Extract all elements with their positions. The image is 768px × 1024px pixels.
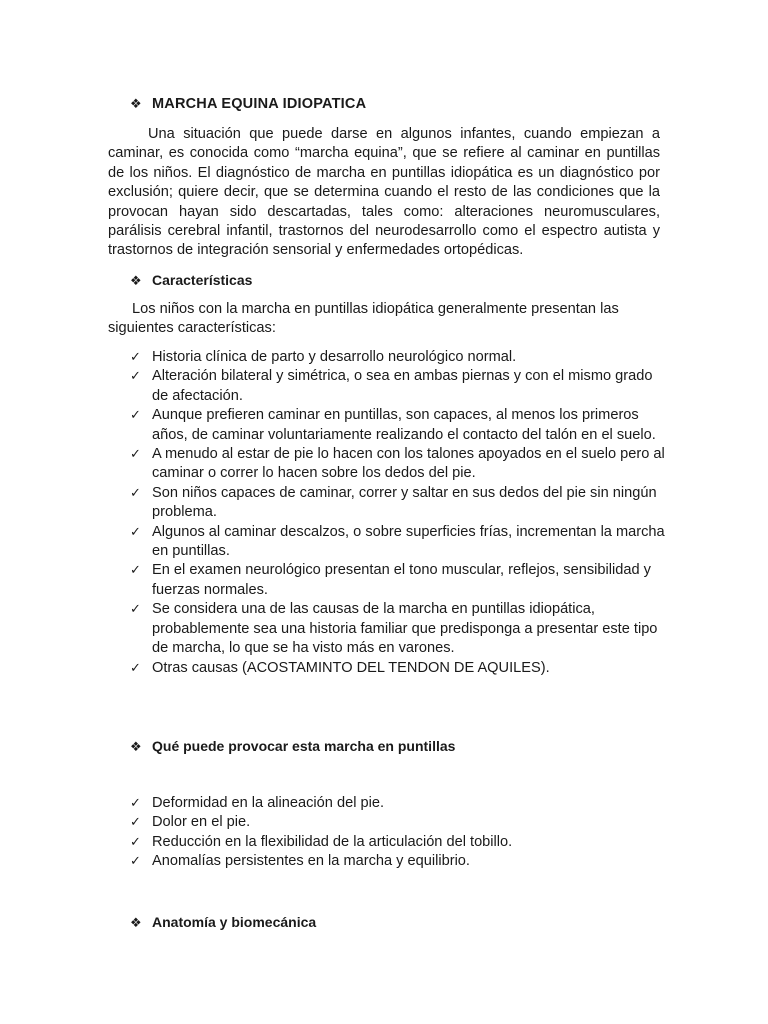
section-heading-title — [130, 95, 366, 113]
intro-paragraph: Una situación que puede darse en algunos infantes, cuando empiezan a caminar, es conocida como “marcha equina”, que se refiere al caminar en puntillas de los niños. El diagnóstico de marcha en puntillas idiopática es un diagnóstico por exclusión; quiere decir, que se determina cuando el resto de las condiciones que la provocan hayan sido descartadas, tales como: alteraciones neuromusculares, parálisis cerebral infantil, trastornos del neurodesarrollo como el espectro autista y trastornos de integración sensorial y enfermedades ortopédicas. — [108, 126, 660, 259]
provocar-list — [130, 794, 670, 872]
check-icon: ✓ — [130, 660, 141, 676]
list-item: ✓ Algunos al caminar descalzos, o sobre superficies frías, incrementan la marcha en puntillas. — [130, 523, 665, 560]
anatomia-heading-text: Anatomía y biomecánica — [152, 914, 317, 930]
list-item: ✓ Dolor en el pie. — [130, 813, 670, 832]
check-icon: ✓ — [130, 408, 141, 424]
list-item: ✓ Deformidad en la alineación del pie. — [130, 794, 670, 813]
list-item: ✓ A menudo al estar de pie lo hacen con los talones apoyados en el suelo pero al caminar o correr lo hacen sobre los dedos del pie. — [130, 446, 665, 482]
list-item: ✓ En el examen neurológico presentan el tono muscular, reflejos, sensibilidad y fuerzas normales. — [130, 562, 651, 598]
check-icon: ✓ — [130, 524, 141, 540]
check-icon: ✓ — [130, 369, 141, 385]
check-icon: ✓ — [130, 447, 141, 463]
list-item: ✓ Se considera una de las causas de la marcha en puntillas idiopática, probablemente sea una historia familiar que predisponga a presentar este tipo de marcha, lo que se ha visto más en varones. — [130, 601, 658, 657]
diamond-bullet-icon: ❖ — [130, 96, 142, 111]
caracteristicas-heading-text: Características — [152, 272, 253, 288]
diamond-bullet-icon: ❖ — [130, 273, 142, 288]
list-item: ✓ Alteración bilateral y simétrica, o sea en ambas piernas y con el mismo grado de afectación. — [130, 368, 653, 404]
check-icon: ✓ — [130, 350, 141, 365]
diamond-bullet-icon: ❖ — [130, 915, 142, 930]
check-icon: ✓ — [130, 485, 141, 501]
list-item: ✓ Anomalías persistentes en la marcha y equilibrio. — [130, 852, 670, 871]
check-icon: ✓ — [130, 602, 141, 618]
caracteristicas-intro-paragraph: Los niños con la marcha en puntillas idiopática generalmente presentan las siguientes características: — [108, 301, 619, 337]
title-text: MARCHA EQUINA IDIOPATICA — [152, 96, 367, 112]
check-icon: ✓ — [130, 796, 141, 811]
section-heading-anatomia — [130, 913, 316, 932]
list-item: ✓ Aunque prefieren caminar en puntillas, son capaces, al menos los primeros años, de caminar voluntariamente realizando el contacto del talón en el suelo. — [130, 407, 656, 443]
caracteristicas-list — [130, 348, 670, 678]
section-heading-caracteristicas — [130, 271, 252, 290]
check-icon: ✓ — [130, 563, 141, 579]
list-item: ✓ Son niños capaces de caminar, correr y saltar en sus dedos del pie sin ningún problema. — [130, 484, 657, 521]
check-icon: ✓ — [130, 815, 141, 831]
section-heading-provocar — [130, 737, 455, 756]
list-item: ✓ Reducción en la flexibilidad de la articulación del tobillo. — [130, 833, 670, 852]
check-icon: ✓ — [130, 854, 141, 870]
list-item: ✓ Otras causas (ACOSTAMINTO DEL TENDON DE AQUILES). — [130, 659, 670, 678]
check-icon: ✓ — [130, 834, 141, 850]
list-item: ✓ Historia clínica de parto y desarrollo neurológico normal. — [130, 348, 670, 367]
diamond-bullet-icon: ❖ — [130, 739, 142, 754]
provocar-heading-text: Qué puede provocar esta marcha en puntillas — [152, 738, 456, 754]
